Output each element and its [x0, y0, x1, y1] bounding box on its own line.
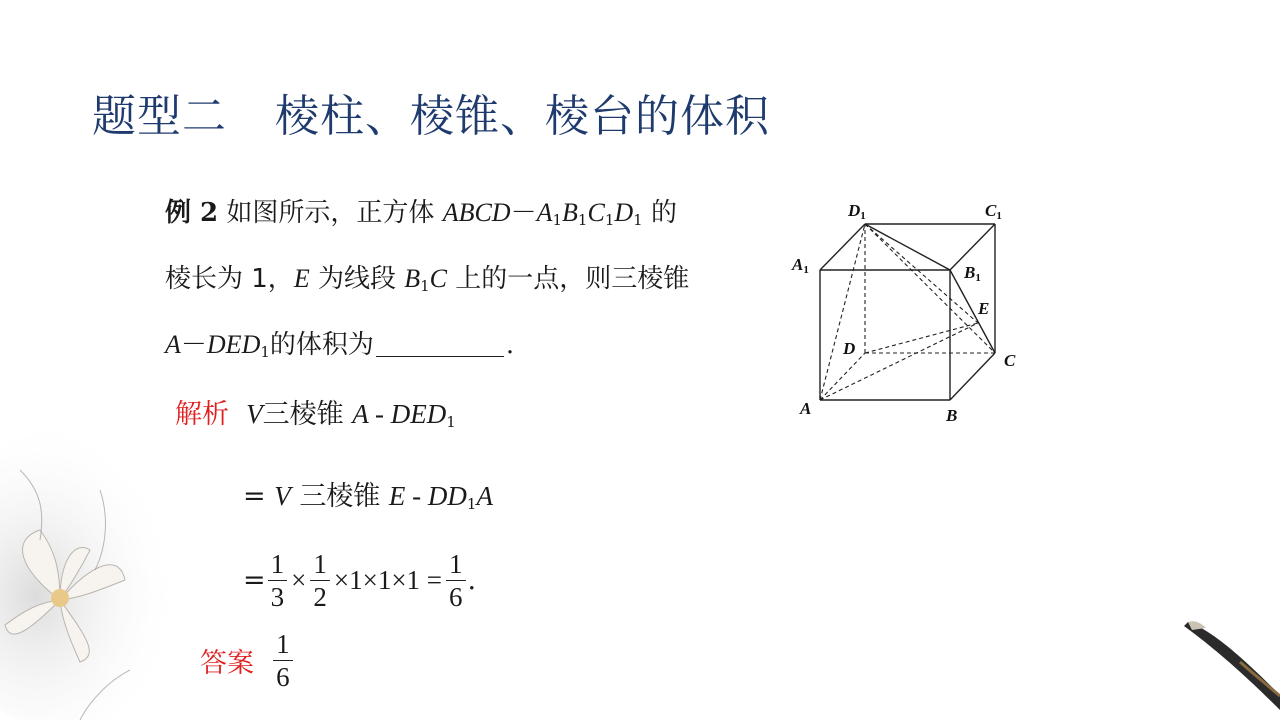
seg-D1-E: [865, 224, 978, 323]
label-B: B: [946, 406, 958, 425]
label-D1: D1: [848, 201, 866, 222]
problem-line-1: 例 2 如图所示，正方体 $ABCD-A_1B_1C_1D_1$ 的: [165, 198, 677, 229]
label-C: C: [1004, 351, 1016, 370]
solution-label: 解析: [175, 399, 229, 430]
answer-blank: [376, 330, 504, 357]
title-part2: 棱柱、棱锥、棱台的体积: [275, 91, 770, 142]
label-A: A: [800, 399, 812, 418]
edge-D1-A1: [820, 224, 865, 270]
label-C1: C1: [985, 201, 1002, 222]
brush-decoration: [1180, 600, 1280, 710]
edge-D1-B1: [865, 224, 950, 270]
label-E: E: [978, 299, 990, 318]
flower-decoration: [0, 430, 180, 720]
problem-statement: [165, 180, 785, 378]
label-B1: B1: [964, 263, 981, 284]
seg-D-E: [865, 323, 978, 353]
edge-B-C: [950, 353, 995, 400]
answer-label: 答案: [200, 648, 254, 679]
problem-line-3: $A-DED_1$的体积为 .: [165, 330, 515, 361]
example-label: 例 2: [165, 198, 219, 228]
solution-line-1: 解析 V三棱锥 A - $DED_1$: [175, 399, 456, 431]
fraction-1-2: $\frac{1}{2}$: [310, 548, 330, 613]
seg-A-D1: [820, 224, 865, 400]
answer-line: [200, 628, 295, 693]
title-part1: 题型二: [92, 91, 227, 142]
solution-line-3: = $\frac{1}{3}$ × $\frac{1}{2}$ ×1×1×1 = $\frac{1}{6}$ .: [243, 549, 477, 612]
label-D: D: [843, 339, 856, 358]
answer-fraction: $\frac{1}{6}$: [273, 628, 293, 693]
fraction-1-6: $\frac{1}{6}$: [446, 548, 466, 613]
label-A1: A1: [792, 255, 809, 276]
problem-line-2: 棱长为 1，E 为线段 $B_1C$ 上的一点，则三棱锥: [165, 264, 690, 295]
solution-line-2: = V 三棱锥 E - $DD_1A$: [243, 481, 493, 513]
edge-A-D: [820, 353, 865, 400]
slide-title: [92, 80, 770, 144]
seg-A-E: [820, 323, 978, 400]
cube-figure: [780, 190, 1040, 430]
fraction-1-3: $\frac{1}{3}$: [268, 548, 288, 613]
